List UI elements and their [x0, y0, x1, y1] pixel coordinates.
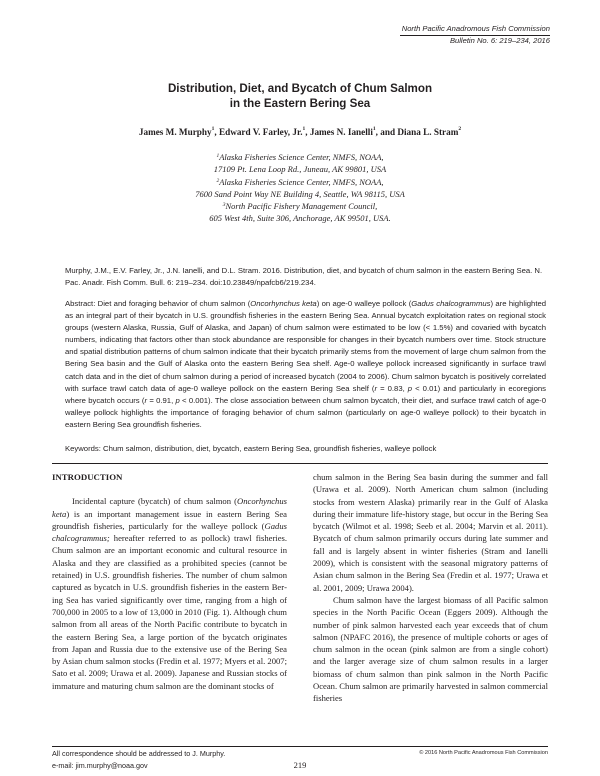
author-name: Diana L. Stram	[397, 127, 459, 137]
stat-symbol: p	[175, 395, 180, 405]
bulletin-info: Bulletin No. 6: 219–234, 2016	[449, 35, 550, 45]
author-affil-mark: 1	[302, 126, 306, 132]
affil-text: 17109 Pt. Lena Loop Rd., Juneau, AK 99801, USA	[213, 164, 387, 175]
abstract-text: < 0.001). The close association between chum salmon bycatch, their diet, and surface trawl catch of age-0 walleye pollock highlights the importance of foraging behavior of chum salmon (particularly on age-0 walleye pollock) to their bycatch in eastern Bering Sea groundfish fisheries.	[65, 395, 546, 429]
abstract-text: = 0.91,	[147, 395, 176, 405]
body-text: Incidental capture (bycatch) of chum salmon (	[72, 496, 238, 507]
running-header	[402, 23, 550, 46]
header-rule	[400, 35, 550, 36]
keywords-label: Keywords:	[65, 444, 101, 453]
keywords	[65, 443, 546, 455]
author-affil-mark: 1	[372, 126, 376, 132]
body-text: ) is an important management issue in eastern Bering Sea groundfish fisheries, particularly for the walleye pollock (	[52, 508, 287, 531]
affil-text: 7600 Sand Point Way NE Building 4, Seattle, WA 98115, USA	[195, 188, 405, 199]
correspondence-note: All correspondence should be addressed to J. Murphy.	[52, 749, 226, 758]
affiliations	[50, 151, 550, 225]
affiliation-line	[50, 200, 550, 212]
body-paragraph: Chum salmon have the largest biomass of all Pacific salmon species in the North Pacific Ocean (Eggers 2009). Although the number of pink salmon harvested each year exceeds that of chum salmon (NPAFC 2016), the presence of multiple cohorts or ages of chum salmon in the ocean (pink salmon are from a single cohort) and the larger average size of chum salmon results in a larger biomass of chum salmon than pink salmon in the North Pacific Ocean. Chum salmon are primarily harvested in salmon commercial fisheries	[313, 594, 548, 704]
journal-name: North Pacific Anadromous Fish Commission	[401, 24, 550, 33]
body-column-right	[313, 471, 548, 705]
abstract-label: Abstract:	[65, 299, 96, 308]
affil-mark: 3	[222, 202, 226, 209]
author-separator: , and	[375, 127, 398, 137]
affil-text: Alaska Fisheries Science Center, NMFS, NOAA,	[219, 176, 384, 187]
species-name: Gadus chalcogrammus	[411, 299, 491, 308]
body-text: hereafter referred to as pollock) trawl fisheries. Chum salmon are an important economic and cultural resource in Alaska and they are classified as a prohibited species (cannot be retained) in U.S. groundfish fisheries. The number of chum salmon captured as bycatch in U.S. groundfish fisheries in the eastern Bering Sea has varied significantly over time, ranging from a high of 700,000 in 2005 to a low of 13,000 in 2010 (Fig. 1). Although chum salmon from all areas of the North Pacific contribute to bycatch in the eastern Bering Sea, a large portion of the bycatch originates from Japan and Russia due to the extensive use of the Bering Sea by Asian chum salmon stocks (Fredin et al. 1977; Myers et al. 2007; Sato et al. 2009; Urawa et al. 2009). Japanese and Russian stocks of immature and maturing chum salmon are the dominant stocks of	[52, 533, 287, 691]
author-list	[50, 127, 550, 137]
author-name: Edward V. Farley, Jr.	[218, 127, 303, 137]
title-line-1: Distribution, Diet, and Bycatch of Chum Salmon	[167, 82, 433, 95]
author-name: James N. Ianelli	[309, 127, 373, 137]
abstract-text: Diet and foraging behavior of chum salmon (	[95, 299, 251, 308]
species-name: Gadus chalcogrammus;	[52, 520, 287, 544]
citation: Murphy, J.M., E.V. Farley, Jr., J.N. Ianelli, and D.L. Stram. 2016. Distribution, diet, and bycatch of chum salmon in the eastern Bering Sea. N. Pac. Anadr. Fish Comm. Bull. 6: 219–234. doi:10.23849/npafcb6/219.234.	[65, 266, 543, 287]
section-divider	[52, 463, 548, 464]
author-affil-mark: 1	[211, 126, 215, 132]
species-name: Oncorhynchus keta	[250, 299, 317, 308]
body-paragraph: chum salmon in the Bering Sea basin during the summer and fall (Urawa et al. 2009). North American chum salmon (including stocks from western Alaska) primarily rear in the Gulf of Alaska during their immature life-history stage, but occur in the Bering Sea bycatch (Wilmot et al. 1998; Seeb et al. 2004; Marvin et al. 2011). Bycatch of chum salmon primarily occurs during late summer and fall and is largely absent in winter fisheries (Stram and Ianelli 2009), which is consistent with the seasonal migratory patterns of Asian chum salmon in the Bering Sea (Fredin et al. 1977; Urawa et al. 2001, 2009; Urawa 2004).	[313, 472, 548, 593]
section-heading: INTRODUCTION	[52, 472, 123, 482]
affil-mark: 1	[216, 153, 220, 159]
abstract-text: ) on age-0 walleye pollock (	[316, 299, 412, 308]
author-separator: ,	[305, 127, 310, 137]
body-column-left	[52, 471, 287, 692]
affil-mark: 2	[216, 177, 220, 184]
affiliation-line	[50, 176, 550, 188]
body-paragraph	[52, 495, 287, 692]
affiliation-line	[50, 151, 550, 163]
stat-symbol: r	[374, 383, 378, 393]
copyright: © 2016 North Pacific Anadromous Fish Commission	[419, 750, 548, 756]
paper-title	[50, 81, 550, 111]
abstract-text: ) are highlighted as an integral part of their bycatch in U.S. groundfish fisheries in the eastern Bering Sea. Annual bycatch exploitation rates on regional stock groups (western Alaska, Russia, Gulf of Alaska, and Japan) of chum salmon were estimated to be low (< 1.5%) and covaried with bycatch numbers, indicating that factors other than stock abundance are responsible for changes in their bycatch numbers over time. Stock structure and spatial distribution patterns of chum salmon indicate that their bycatch primarily stems from the movement of large chum salmon from the Bering Sea basin and the Gulf of Alaska onto the eastern Bering Sea shelf. Age-0 walleye pollock increased significantly in surface trawl catch data and in the diet of chum salmon during a period of increased bycatch (2004 to 2006). Chum salmon bycatch is positively correlated with surface trawl catch data of age-0 walleye pollock on the eastern Bering Sea shelf (	[65, 299, 547, 393]
keywords-text: Chum salmon, distribution, diet, bycatch, eastern Bering Sea, groundfish fisheries, walleye pollock	[100, 444, 437, 453]
species-name: Oncorhynchus keta	[52, 496, 287, 519]
affil-text: Alaska Fisheries Science Center, NMFS, NOAA,	[219, 152, 384, 162]
affil-text: 605 West 4th, Suite 306, Anchorage, AK 99501, USA.	[209, 213, 391, 224]
abstract-text: < 0.01) and particularly in ecoregions where bycatch occurs (	[65, 383, 546, 405]
page-number: 219	[293, 760, 307, 770]
correspondence-email: e-mail: jim.murphy@noaa.gov	[52, 761, 148, 770]
affiliation-line	[50, 188, 550, 200]
footer-rule	[52, 746, 548, 747]
title-line-2: in the Eastern Bering Sea	[229, 97, 371, 110]
affiliation-line	[50, 212, 550, 224]
author-separator: ,	[214, 127, 219, 137]
author-name: James M. Murphy	[138, 127, 212, 137]
affil-text: North Pacific Fishery Management Council,	[225, 201, 378, 212]
affiliation-line	[50, 163, 550, 175]
abstract-text: = 0.83,	[377, 383, 408, 393]
abstract	[65, 298, 546, 431]
stat-symbol: p	[407, 383, 413, 393]
stat-symbol: r	[144, 395, 148, 405]
author-affil-mark: 2	[458, 126, 462, 132]
